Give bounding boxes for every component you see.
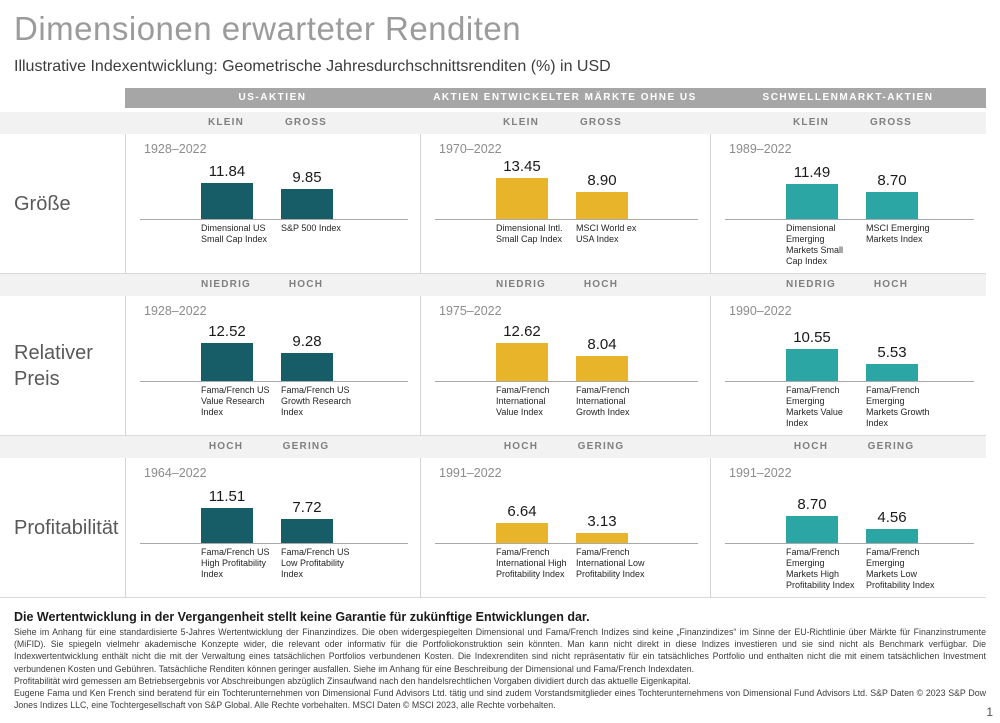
period-label: 1928–2022 (144, 142, 207, 156)
bar-value: 9.28 (292, 333, 322, 350)
axis-baseline (725, 543, 974, 544)
bar-value: 8.70 (877, 172, 907, 189)
bar-label: MSCI Emerging Markets Index (866, 223, 930, 244)
column-header: US-AKTIEN (238, 92, 307, 103)
period-label: 1991–2022 (729, 466, 792, 480)
bar (496, 178, 548, 219)
factor-level-label: GROSS (579, 117, 623, 128)
chart-cell (125, 134, 420, 274)
factor-level-label: HOCH (288, 279, 324, 290)
bar-label: MSCI World ex USA Index (576, 223, 637, 244)
period-label: 1928–2022 (144, 304, 207, 318)
factor-level-label: KLEIN (793, 117, 829, 128)
factor-level-label: KLEIN (503, 117, 539, 128)
factor-level-cell (125, 112, 420, 134)
axis-baseline (435, 543, 698, 544)
bar (201, 508, 253, 543)
bar-value: 3.13 (587, 513, 617, 530)
factor-level-cell (710, 436, 986, 458)
bar-value: 9.85 (292, 169, 322, 186)
chart-cell (125, 458, 420, 598)
factor-level-label: GERING (577, 441, 625, 452)
period-label: 1975–2022 (439, 304, 502, 318)
bar-label: S&P 500 Index (281, 223, 341, 233)
bar-value: 11.84 (208, 163, 246, 180)
chart-cell (710, 458, 986, 598)
factor-level-label: NIEDRIG (495, 279, 547, 290)
factor-level-cell (125, 436, 420, 458)
factor-level-cell (710, 112, 986, 134)
factor-level-band (0, 436, 986, 458)
bar-label: Fama/French International Growth Index (576, 385, 630, 417)
footer-paragraph: Siehe im Anhang für eine standardisierte 5-Jahres Wertentwicklung der Finanzindizes. Die oben widergespiegelten Dimensional und Fama/French Indizes sind keine „Finanzindizes“ im Sinne der EU-Richtlinie über Märkte für Finanzinstrumente (MiFID). Sie spiegeln vielmehr akademische Konzepte wider, die relevant oder informativ für die Portfoliokonstruktion sein könnten. Man kann nicht direkt in diese Indizes investieren und sie sind nicht als Benchmark verfügbar. Die Indexwertentwicklung enthält nicht die mit der Verwaltung eines tatsächlichen Portfolios verbundenen Kosten. Die Indexrenditen sind nicht repräsentativ für ein tatsächliches Portfolio und enthalten nicht die mit einem tatsächlichen Investment verbundenen Kosten und Gebühren. Tatsächliche Renditen können geringer ausfallen. Siehe im Anhang für eine Beschreibung der Dimensional und Fama/French Indexdaten. (14, 627, 986, 674)
bar-value: 11.49 (793, 164, 831, 181)
period-label: 1989–2022 (729, 142, 792, 156)
factor-level-cell (420, 112, 710, 134)
chart-cell (420, 458, 710, 598)
factor-level-cell (710, 274, 986, 296)
factor-level-label: GROSS (869, 117, 913, 128)
chart-cell (420, 296, 710, 436)
axis-baseline (435, 381, 698, 382)
chart-row (0, 134, 986, 274)
chart-cell (420, 134, 710, 274)
bar-label: Fama/French International Value Index (496, 385, 550, 417)
factor-level-label: NIEDRIG (200, 279, 252, 290)
bar (496, 523, 548, 543)
factor-level-band (0, 274, 986, 296)
column-header: SCHWELLENMARKT-AKTIEN (762, 92, 934, 103)
bar-value: 12.52 (208, 323, 246, 340)
bar-value: 4.56 (877, 509, 907, 526)
factor-table (0, 88, 986, 598)
bar-value: 8.70 (797, 496, 827, 513)
bar (281, 353, 333, 381)
bar-value: 6.64 (507, 503, 537, 520)
bar (576, 356, 628, 381)
factor-level-band (0, 112, 986, 134)
page-number: 1 (986, 705, 993, 719)
bar-label: Fama/French US Growth Research Index (281, 385, 352, 417)
band-spacer (0, 436, 125, 458)
bar-value: 5.53 (877, 344, 907, 361)
period-label: 1964–2022 (144, 466, 207, 480)
bar (866, 192, 918, 219)
column-header-band (125, 88, 986, 108)
chart-cell (125, 296, 420, 436)
period-label: 1991–2022 (439, 466, 502, 480)
dimension-label: Profitabilität (14, 516, 119, 539)
band-spacer (0, 112, 125, 134)
bar (201, 183, 253, 219)
bar-label: Fama/French US Value Research Index (201, 385, 270, 417)
column-header: AKTIEN ENTWICKELTER MÄRKTE OHNE US (433, 92, 697, 103)
bar-label: Dimensional Intl. Small Cap Index (496, 223, 563, 244)
bar-label: Fama/French Emerging Markets Low Profitability Index (866, 547, 935, 590)
factor-level-cell (420, 436, 710, 458)
factor-level-label: GERING (282, 441, 330, 452)
bar (576, 192, 628, 219)
bar-label: Fama/French International High Profitability Index (496, 547, 567, 579)
period-label: 1990–2022 (729, 304, 792, 318)
axis-baseline (725, 219, 974, 220)
dimension-label: Größe (14, 192, 71, 215)
bar (866, 364, 918, 381)
bar-label: Fama/French Emerging Markets Value Index (786, 385, 843, 428)
factor-level-label: HOCH (583, 279, 619, 290)
bar-label: Fama/French US Low Profitability Index (281, 547, 350, 579)
bar-value: 8.04 (587, 336, 617, 353)
bar (496, 343, 548, 381)
chart-row (0, 458, 986, 598)
bar-label: Fama/French Emerging Markets Growth Index (866, 385, 930, 428)
axis-baseline (435, 219, 698, 220)
slide (0, 9, 1000, 723)
bar-value: 13.45 (503, 158, 541, 175)
bar (786, 516, 838, 543)
bar-value: 10.55 (793, 329, 831, 346)
factor-level-cell (420, 274, 710, 296)
chart-cell (710, 296, 986, 436)
bar (576, 533, 628, 543)
factor-level-label: GROSS (284, 117, 328, 128)
bar-label: Fama/French International Low Profitability Index (576, 547, 645, 579)
bar-label: Dimensional US Small Cap Index (201, 223, 268, 244)
axis-baseline (140, 381, 408, 382)
factor-level-label: HOCH (208, 441, 244, 452)
factor-level-label: NIEDRIG (785, 279, 837, 290)
bar (281, 519, 333, 543)
page-title: Dimensionen erwarteter Renditen (14, 10, 522, 47)
bar (786, 184, 838, 219)
bar (786, 349, 838, 381)
factor-level-label: HOCH (793, 441, 829, 452)
bar-label: Fama/French Emerging Markets High Profitability Index (786, 547, 855, 590)
axis-baseline (140, 543, 408, 544)
factor-level-label: KLEIN (208, 117, 244, 128)
factor-level-label: HOCH (503, 441, 539, 452)
bar (201, 343, 253, 381)
factor-level-label: GERING (867, 441, 915, 452)
page-subtitle: Illustrative Indexentwicklung: Geometrische Jahresdurchschnittsrenditen (%) in USD (14, 58, 611, 75)
footer-paragraph: Profitabilität wird gemessen am Betriebsergebnis vor Abschreibungen abzüglich Zinsaufwand nach den handelsrechtlichen Vorgaben dividiert durch das aktuelle Eigenkapital. (14, 675, 691, 686)
chart-row (0, 296, 986, 436)
footer-disclaimer-heading: Die Wertentwicklung in der Vergangenheit stellt keine Garantie für zukünftige Entwicklungen dar. (14, 610, 590, 624)
bar-value: 11.51 (208, 488, 246, 505)
footer-paragraph: Eugene Fama und Ken French sind beratend für ein Tochterunternehmen von Dimensional Fund Advisors Ltd. tätig und sind zudem Vorstandsmitglieder eines Tochterunternehmens von Dimensional Fund Advisors Ltd. S&P Daten © 2023 S&P Dow Jones Indizes LLC, eine Tochtergesellschaft von S&P Global. Alle Rechte vorbehalten. MSCI Daten © MSCI 2023, alle Rechte vorbehalten. (14, 688, 986, 711)
factor-level-label: HOCH (873, 279, 909, 290)
footer (14, 610, 986, 711)
bar-label: Dimensional Emerging Markets Small Cap Index (786, 223, 844, 266)
bar (281, 189, 333, 219)
axis-baseline (725, 381, 974, 382)
period-label: 1970–2022 (439, 142, 502, 156)
bar-value: 8.90 (587, 172, 617, 189)
bar-label: Fama/French US High Profitability Index (201, 547, 270, 579)
bar-value: 12.62 (503, 323, 541, 340)
bar-value: 7.72 (292, 499, 322, 516)
factor-level-cell (125, 274, 420, 296)
bar (866, 529, 918, 543)
dimension-label: Relativer Preis (14, 341, 93, 390)
axis-baseline (140, 219, 408, 220)
chart-cell (710, 134, 986, 274)
band-spacer (0, 274, 125, 296)
